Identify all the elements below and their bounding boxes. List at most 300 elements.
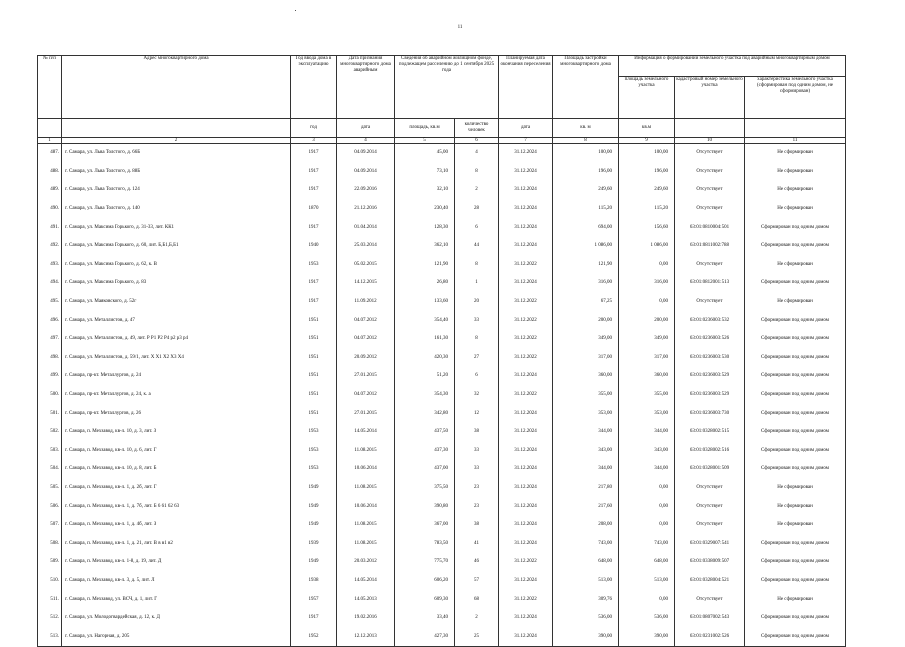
cadastral-number-cell: 63:01:0236003:529 — [675, 367, 745, 386]
row-number: 505. — [38, 479, 62, 498]
row-number: 507. — [38, 516, 62, 535]
planned-end-date-cell: 31.12.2024 — [499, 181, 553, 200]
planned-end-date-cell: 31.12.2022 — [499, 553, 553, 572]
cadastral-number-cell: Отсутствует — [675, 590, 745, 609]
recognition-date-cell: 10.06.2014 — [337, 497, 395, 516]
recognition-date-cell: 27.01.2015 — [337, 404, 395, 423]
address-cell: г. Самара, п. Мехзавод, кв-л. 1, д. 2б, лит. Г — [62, 479, 291, 498]
year-cell: 1952 — [291, 627, 337, 646]
cadastral-number-cell: Отсутствует — [675, 181, 745, 200]
building-area-cell: 360,00 — [553, 367, 619, 386]
land-status-cell: Сформирован под одним домом — [745, 404, 846, 423]
land-area-cell: 353,00 — [619, 404, 675, 423]
people-count-cell: 8 — [455, 163, 499, 182]
land-area-cell: 0,00 — [619, 497, 675, 516]
area-cell: 26,80 — [395, 274, 455, 293]
year-cell: 1917 — [291, 218, 337, 237]
address-cell: г. Самара, п. Мехзавод, кв-л. 1, д. 7б, лит. Б 6 61 62 63 — [62, 497, 291, 516]
table-row — [38, 349, 846, 368]
year-cell: 1938 — [291, 572, 337, 591]
row-number: 498. — [38, 349, 62, 368]
recognition-date-cell: 04.09.2014 — [337, 163, 395, 182]
cadastral-number-cell: 63:01:0328004:521 — [675, 572, 745, 591]
people-count-cell: 46 — [455, 553, 499, 572]
building-area-cell: 208,00 — [553, 516, 619, 535]
table-row — [38, 293, 846, 312]
row-number: 487. — [38, 144, 62, 163]
land-area-cell: 648,00 — [619, 553, 675, 572]
land-status-cell: Сформирован под одним домом — [745, 274, 846, 293]
header-col4: Дата признания многоквартирного дома аварийным — [337, 56, 395, 119]
column-number: 2 — [62, 138, 291, 144]
year-cell: 1939 — [291, 534, 337, 553]
area-cell: 427,30 — [395, 627, 455, 646]
emergency-housing-table — [37, 55, 846, 647]
planned-end-date-cell: 31.12.2024 — [499, 274, 553, 293]
planned-end-date-cell: 31.12.2024 — [499, 572, 553, 591]
cadastral-number-cell: 63:01:0810004:501 — [675, 218, 745, 237]
area-cell: 362,10 — [395, 237, 455, 256]
land-status-cell: Сформирован под одним домом — [745, 534, 846, 553]
year-cell: 1917 — [291, 181, 337, 200]
table-row — [38, 330, 846, 349]
address-cell: г. Самара, ул. Льва Толстого, д. 88Б — [62, 163, 291, 182]
table-row — [38, 237, 846, 256]
header-col10: кадастровый номер земельного участка — [675, 77, 745, 119]
row-number: 492. — [38, 237, 62, 256]
row-number: 512. — [38, 609, 62, 628]
table-row — [38, 590, 846, 609]
cadastral-number-cell: 63:01:0811002:788 — [675, 237, 745, 256]
unit-col4: дата — [337, 119, 395, 138]
building-area-cell: 648,00 — [553, 553, 619, 572]
land-area-cell: 200,00 — [619, 311, 675, 330]
people-count-cell: 2 — [455, 609, 499, 628]
cadastral-number-cell: Отсутствует — [675, 497, 745, 516]
land-area-cell: 1 086,00 — [619, 237, 675, 256]
row-number: 501. — [38, 404, 62, 423]
unit-empty-11 — [745, 119, 846, 138]
area-cell: 128,30 — [395, 218, 455, 237]
people-count-cell: 28 — [455, 200, 499, 219]
recognition-date-cell: 04.07.2012 — [337, 311, 395, 330]
planned-end-date-cell: 31.12.2022 — [499, 330, 553, 349]
land-area-cell: 513,00 — [619, 572, 675, 591]
header-group-9-11: Информация о формировании земельного участка под аварийным многоквартирным домом — [619, 56, 846, 77]
planned-end-date-cell: 31.12.2024 — [499, 516, 553, 535]
people-count-cell: 44 — [455, 237, 499, 256]
year-cell: 1949 — [291, 479, 337, 498]
address-cell: г. Самара, ул. Металлистов, д. 59/1, лит. Х Х1 Х2 Х3 Х4 — [62, 349, 291, 368]
area-cell: 437,30 — [395, 442, 455, 461]
recognition-date-cell: 10.06.2014 — [337, 460, 395, 479]
building-area-cell: 353,00 — [553, 404, 619, 423]
planned-end-date-cell: 31.12.2024 — [499, 200, 553, 219]
address-cell: г. Самара, ул. Максима Горького, д. 60, лит. Б,Б1,Б,Б1 — [62, 237, 291, 256]
cadastral-number-cell: 63:01:0236003:730 — [675, 404, 745, 423]
cadastral-number-cell: 63:01:0231002:526 — [675, 627, 745, 646]
recognition-date-cell: 27.01.2015 — [337, 367, 395, 386]
table-body — [38, 144, 846, 647]
area-cell: 45,00 — [395, 144, 455, 163]
recognition-date-cell: 22.09.2016 — [337, 181, 395, 200]
column-number: 7 — [499, 138, 553, 144]
planned-end-date-cell: 31.12.2024 — [499, 627, 553, 646]
planned-end-date-cell: 31.12.2022 — [499, 311, 553, 330]
land-area-cell: 0,00 — [619, 293, 675, 312]
area-cell: 342,80 — [395, 404, 455, 423]
building-area-cell: 743,00 — [553, 534, 619, 553]
planned-end-date-cell: 31.12.2022 — [499, 349, 553, 368]
table-row — [38, 386, 846, 405]
land-area-cell: 343,00 — [619, 442, 675, 461]
page-number: 11 — [457, 25, 463, 30]
land-status-cell: Не сформирован — [745, 293, 846, 312]
planned-end-date-cell: 31.12.2022 — [499, 293, 553, 312]
column-number: 6 — [455, 138, 499, 144]
people-count-cell: 8 — [455, 330, 499, 349]
planned-end-date-cell: 31.12.2024 — [499, 144, 553, 163]
year-cell: 1951 — [291, 386, 337, 405]
cadastral-number-cell: 63:01:0338009:507 — [675, 553, 745, 572]
land-area-cell: 344,00 — [619, 423, 675, 442]
table-row — [38, 572, 846, 591]
year-cell: 1949 — [291, 516, 337, 535]
planned-end-date-cell: 31.12.2024 — [499, 534, 553, 553]
land-status-cell: Сформирован под одним домом — [745, 423, 846, 442]
recognition-date-cell: 11.08.2015 — [337, 534, 395, 553]
table-row — [38, 404, 846, 423]
land-status-cell: Не сформирован — [745, 256, 846, 275]
land-area-cell: 196,00 — [619, 163, 675, 182]
area-cell: 133,60 — [395, 293, 455, 312]
table-row — [38, 181, 846, 200]
recognition-date-cell: 14.05.2014 — [337, 423, 395, 442]
column-number: 5 — [395, 138, 455, 144]
land-area-cell: 249,60 — [619, 181, 675, 200]
planned-end-date-cell: 31.12.2024 — [499, 423, 553, 442]
recognition-date-cell: 04.07.2012 — [337, 386, 395, 405]
land-area-cell: 316,00 — [619, 274, 675, 293]
address-cell: г. Самара, ул. Льва Толстого, д. 140 — [62, 200, 291, 219]
land-area-cell: 156,60 — [619, 218, 675, 237]
building-area-cell: 115,20 — [553, 200, 619, 219]
land-area-cell: 536,00 — [619, 609, 675, 628]
building-area-cell: 217,80 — [553, 479, 619, 498]
year-cell: 1870 — [291, 200, 337, 219]
column-number: 3 — [291, 138, 337, 144]
row-number: 508. — [38, 534, 62, 553]
area-cell: 354,40 — [395, 311, 455, 330]
planned-end-date-cell: 31.12.2024 — [499, 163, 553, 182]
people-count-cell: 33 — [455, 311, 499, 330]
column-number: 4 — [337, 138, 395, 144]
year-cell: 1917 — [291, 163, 337, 182]
cadastral-number-cell: 63:01:0328002:516 — [675, 442, 745, 461]
recognition-date-cell: 25.03.2014 — [337, 237, 395, 256]
table-row — [38, 163, 846, 182]
table-row — [38, 516, 846, 535]
recognition-date-cell: 19.02.2016 — [337, 609, 395, 628]
land-status-cell: Сформирован под одним домом — [745, 330, 846, 349]
land-area-cell: 115,20 — [619, 200, 675, 219]
building-area-cell: 100,00 — [553, 144, 619, 163]
cadastral-number-cell: Отсутствует — [675, 479, 745, 498]
land-status-cell: Сформирован под одним домом — [745, 311, 846, 330]
recognition-date-cell: 14.05.2013 — [337, 590, 395, 609]
recognition-date-cell: 11.08.2015 — [337, 516, 395, 535]
row-number: 494. — [38, 274, 62, 293]
planned-end-date-cell: 31.12.2024 — [499, 237, 553, 256]
people-count-cell: 23 — [455, 497, 499, 516]
recognition-date-cell: 21.12.2016 — [337, 200, 395, 219]
land-area-cell: 100,00 — [619, 144, 675, 163]
land-status-cell: Сформирован под одним домом — [745, 349, 846, 368]
area-cell: 609,30 — [395, 590, 455, 609]
planned-end-date-cell: 31.12.2022 — [499, 386, 553, 405]
column-number: 8 — [553, 138, 619, 144]
building-area-cell: 200,00 — [553, 311, 619, 330]
people-count-cell: 2 — [455, 181, 499, 200]
header-col2: Адрес многоквартирного дома — [62, 56, 291, 119]
people-count-cell: 6 — [455, 367, 499, 386]
address-cell: г. Самара, п. Мехзавод, кв-л. 1, д. 4б, лит. З — [62, 516, 291, 535]
building-area-cell: 355,00 — [553, 386, 619, 405]
address-cell: г. Самара, п. Мехзавод, кв-л. 10, д. 6, лит. Г — [62, 442, 291, 461]
planned-end-date-cell: 31.12.2022 — [499, 590, 553, 609]
area-cell: 606,20 — [395, 572, 455, 591]
address-cell: г. Самара, пр-кт. Металлургов, д. 24, к. а — [62, 386, 291, 405]
people-count-cell: 23 — [455, 479, 499, 498]
address-cell: г. Самара, ул. Металлистов, д. 47 — [62, 311, 291, 330]
table-row — [38, 311, 846, 330]
header-col3: Год ввода дома в эксплуатацию — [291, 56, 337, 119]
people-count-cell: 38 — [455, 423, 499, 442]
people-count-cell: 68 — [455, 590, 499, 609]
land-status-cell: Сформирован под одним домом — [745, 442, 846, 461]
land-area-cell: 355,00 — [619, 386, 675, 405]
row-number: 495. — [38, 293, 62, 312]
row-number: 506. — [38, 497, 62, 516]
recognition-date-cell: 04.09.2014 — [337, 144, 395, 163]
land-status-cell: Сформирован под одним домом — [745, 218, 846, 237]
planned-end-date-cell: 31.12.2024 — [499, 479, 553, 498]
land-status-cell: Не сформирован — [745, 497, 846, 516]
land-status-cell: Сформирован под одним домом — [745, 609, 846, 628]
cadastral-number-cell: 63:01:0236003:529 — [675, 386, 745, 405]
row-number: 509. — [38, 553, 62, 572]
table-row — [38, 423, 846, 442]
planned-end-date-cell: 31.12.2024 — [499, 404, 553, 423]
column-number: 10 — [675, 138, 745, 144]
land-status-cell: Сформирован под одним домом — [745, 572, 846, 591]
people-count-cell: 57 — [455, 572, 499, 591]
building-area-cell: 196,00 — [553, 163, 619, 182]
area-cell: 437,50 — [395, 423, 455, 442]
row-number: 496. — [38, 311, 62, 330]
cadastral-number-cell: Отсутствует — [675, 293, 745, 312]
recognition-date-cell: 11.08.2015 — [337, 479, 395, 498]
building-area-cell: 390,00 — [553, 627, 619, 646]
column-number: 9 — [619, 138, 675, 144]
address-cell: г. Самара, ул. Маяковского, д. 52г — [62, 293, 291, 312]
recognition-date-cell: 14.12.2015 — [337, 274, 395, 293]
cadastral-number-cell: Отсутствует — [675, 200, 745, 219]
people-count-cell: 6 — [455, 218, 499, 237]
people-count-cell: 4 — [455, 144, 499, 163]
land-area-cell: 360,00 — [619, 367, 675, 386]
year-cell: 1953 — [291, 460, 337, 479]
building-area-cell: 1 086,00 — [553, 237, 619, 256]
area-cell: 33,40 — [395, 609, 455, 628]
year-cell: 1917 — [291, 293, 337, 312]
unit-empty-10 — [675, 119, 745, 138]
year-cell: 1951 — [291, 349, 337, 368]
people-count-cell: 20 — [455, 293, 499, 312]
unit-empty-2 — [62, 119, 291, 138]
table-row — [38, 218, 846, 237]
year-cell: 1953 — [291, 442, 337, 461]
building-area-cell: 694,00 — [553, 218, 619, 237]
address-cell: г. Самара, ул. Металлистов, д. 49, лит. Р Р1 Р2 Р4 р2 р3 р4 — [62, 330, 291, 349]
row-number: 510. — [38, 572, 62, 591]
land-status-cell: Сформирован под одним домом — [745, 367, 846, 386]
cadastral-number-cell: Отсутствует — [675, 144, 745, 163]
recognition-date-cell: 12.12.2013 — [337, 627, 395, 646]
unit-col5: площадь, кв.м — [395, 119, 455, 138]
land-status-cell: Не сформирован — [745, 181, 846, 200]
year-cell: 1949 — [291, 497, 337, 516]
year-cell: 1951 — [291, 404, 337, 423]
recognition-date-cell: 01.04.2014 — [337, 218, 395, 237]
land-area-cell: 349,00 — [619, 330, 675, 349]
building-area-cell: 344,00 — [553, 460, 619, 479]
land-status-cell: Не сформирован — [745, 163, 846, 182]
address-cell: г. Самара, пр-кт. Металлургов, д. 24 — [62, 367, 291, 386]
people-count-cell: 12 — [455, 404, 499, 423]
area-cell: 161,30 — [395, 330, 455, 349]
table-row — [38, 497, 846, 516]
unit-col8: кв. м — [553, 119, 619, 138]
planned-end-date-cell: 31.12.2024 — [499, 460, 553, 479]
recognition-date-cell: 05.02.2015 — [337, 256, 395, 275]
row-number: 500. — [38, 386, 62, 405]
recognition-date-cell: 20.09.2012 — [337, 349, 395, 368]
land-area-cell: 0,00 — [619, 479, 675, 498]
area-cell: 230,40 — [395, 200, 455, 219]
people-count-cell: 32 — [455, 386, 499, 405]
land-status-cell: Не сформирован — [745, 516, 846, 535]
table-row — [38, 274, 846, 293]
people-count-cell: 33 — [455, 442, 499, 461]
table-row — [38, 609, 846, 628]
land-area-cell: 743,00 — [619, 534, 675, 553]
land-area-cell: 344,00 — [619, 460, 675, 479]
people-count-cell: 38 — [455, 516, 499, 535]
row-number: 499. — [38, 367, 62, 386]
address-cell: г. Самара, п. Мехзавод, кв-л. 1, д. 21, лит. В в в1 в2 — [62, 534, 291, 553]
building-area-cell: 316,00 — [553, 274, 619, 293]
area-cell: 375,50 — [395, 479, 455, 498]
address-cell: г. Самара, п. Мехзавод, кв-л. 3, д. 5, лит. Л — [62, 572, 291, 591]
year-cell: 1953 — [291, 256, 337, 275]
address-cell: г. Самара, п. Мехзавод, кв-л. 10, д. 3, лит. З — [62, 423, 291, 442]
land-status-cell: Сформирован под одним домом — [745, 553, 846, 572]
land-status-cell: Не сформирован — [745, 144, 846, 163]
recognition-date-cell: 04.07.2012 — [337, 330, 395, 349]
people-count-cell: 33 — [455, 460, 499, 479]
cadastral-number-cell: 63:01:0329007:541 — [675, 534, 745, 553]
address-cell: г. Самара, ул. Льва Толстого, д. 124 — [62, 181, 291, 200]
table-row — [38, 460, 846, 479]
table-row — [38, 256, 846, 275]
area-cell: 390,80 — [395, 497, 455, 516]
planned-end-date-cell: 31.12.2024 — [499, 442, 553, 461]
land-status-cell: Не сформирован — [745, 590, 846, 609]
cadastral-number-cell: 63:01:0328001:509 — [675, 460, 745, 479]
people-count-cell: 1 — [455, 274, 499, 293]
unit-col6: количество человек — [455, 119, 499, 138]
year-cell: 1917 — [291, 274, 337, 293]
recognition-date-cell: 11.09.2012 — [337, 293, 395, 312]
building-area-cell: 67,25 — [553, 293, 619, 312]
planned-end-date-cell: 31.12.2022 — [499, 256, 553, 275]
table-row — [38, 200, 846, 219]
land-area-cell: 0,00 — [619, 256, 675, 275]
header-col7: Планируемая дата окончания переселения — [499, 56, 553, 119]
address-cell: г. Самара, п. Мехзавод, ул. ВСЧ, д. 1, лит. Г — [62, 590, 291, 609]
year-cell: 1940 — [291, 237, 337, 256]
row-number: 489. — [38, 181, 62, 200]
address-cell: г. Самара, ул. Льва Толстого, д. 66Б — [62, 144, 291, 163]
building-area-cell: 309,76 — [553, 590, 619, 609]
planned-end-date-cell: 31.12.2024 — [499, 218, 553, 237]
row-number: 511. — [38, 590, 62, 609]
planned-end-date-cell: 31.12.2024 — [499, 609, 553, 628]
table-row — [38, 144, 846, 163]
cadastral-number-cell: 63:01:0236003:530 — [675, 349, 745, 368]
header-col11: характеристика земельного участка (сформирован под одним домом, не сформирован) — [745, 77, 846, 119]
row-number: 497. — [38, 330, 62, 349]
building-area-cell: 249,60 — [553, 181, 619, 200]
recognition-date-cell: 11.08.2015 — [337, 442, 395, 461]
land-area-cell: 0,00 — [619, 516, 675, 535]
recognition-date-cell: 14.05.2014 — [337, 572, 395, 591]
land-area-cell: 317,00 — [619, 349, 675, 368]
area-cell: 367,00 — [395, 516, 455, 535]
address-cell: г. Самара, ул. Максима Горького, д. 31-33, лит. КК1 — [62, 218, 291, 237]
year-cell: 1957 — [291, 590, 337, 609]
address-cell: г. Самара, ул. Максима Горького, д. 83 — [62, 274, 291, 293]
address-cell: г. Самара, ул. Максима Горького, д. 62, к. В — [62, 256, 291, 275]
building-area-cell: 217,60 — [553, 497, 619, 516]
table-row — [38, 479, 846, 498]
row-number: 493. — [38, 256, 62, 275]
table-row — [38, 367, 846, 386]
land-status-cell: Не сформирован — [745, 479, 846, 498]
cadastral-number-cell: 63:01:0807002:543 — [675, 609, 745, 628]
building-area-cell: 121,90 — [553, 256, 619, 275]
year-cell: 1951 — [291, 367, 337, 386]
building-area-cell: 343,00 — [553, 442, 619, 461]
cadastral-number-cell: Отсутствует — [675, 516, 745, 535]
row-number: 504. — [38, 460, 62, 479]
area-cell: 73,10 — [395, 163, 455, 182]
column-number: 11 — [745, 138, 846, 144]
people-count-cell: 25 — [455, 627, 499, 646]
year-cell: 1953 — [291, 423, 337, 442]
building-area-cell: 536,00 — [553, 609, 619, 628]
